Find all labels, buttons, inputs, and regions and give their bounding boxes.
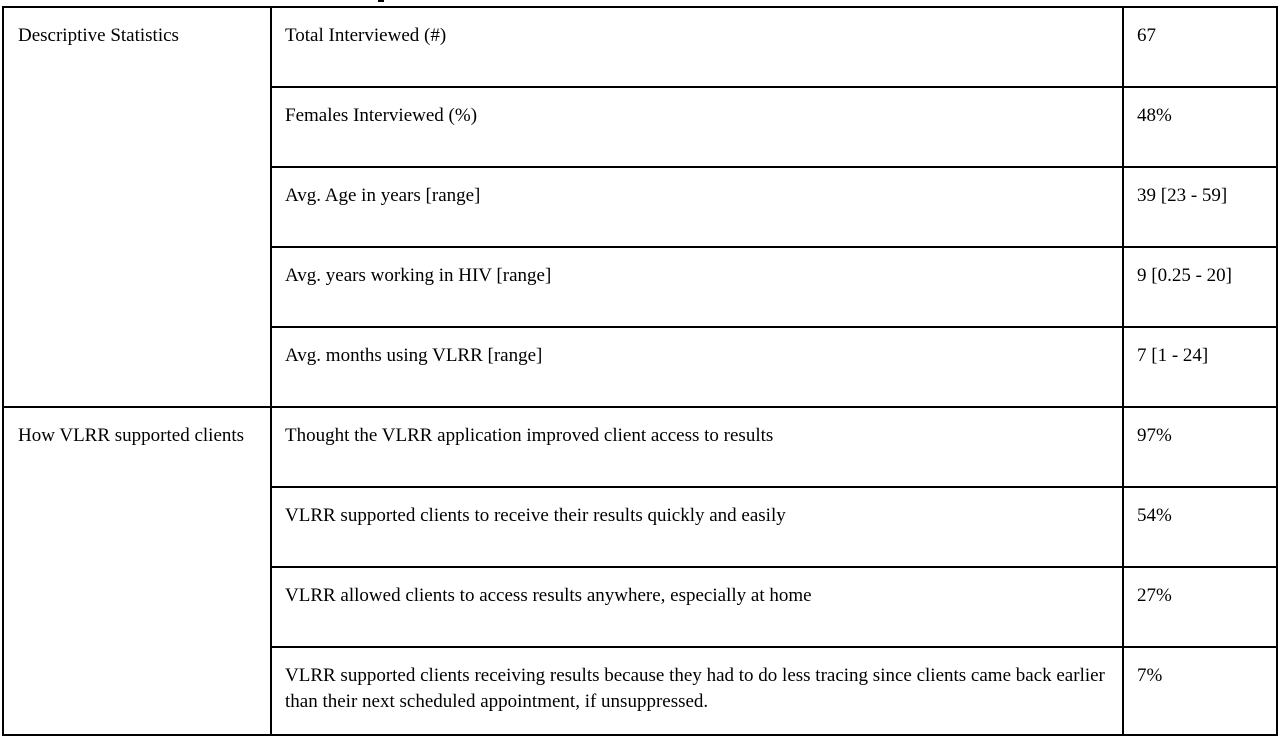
metric-value: 48% — [1137, 105, 1172, 126]
metric-cell — [271, 487, 1123, 567]
category-label: How VLRR supported clients — [18, 425, 245, 446]
table-row — [3, 7, 1277, 87]
value-cell — [1123, 247, 1277, 327]
metric-cell — [271, 327, 1123, 407]
category-label: Descriptive Statistics — [18, 25, 179, 46]
value-cell — [1123, 167, 1277, 247]
metric-label: Thought the VLRR application improved client access to results — [285, 425, 774, 446]
metric-label: Avg. months using VLRR [range] — [285, 345, 543, 366]
metric-cell — [271, 647, 1123, 735]
metric-value: 67 — [1137, 25, 1156, 46]
metric-value: 9 [0.25 - 20] — [1137, 265, 1232, 286]
statistics-table — [2, 6, 1278, 736]
value-cell — [1123, 87, 1277, 167]
metric-label: VLRR supported clients receiving results because they had to do less tracing since clients came back earlier than their next scheduled appointment, if unsuppressed. — [285, 665, 1105, 712]
metric-label: Avg. Age in years [range] — [285, 185, 481, 206]
metric-label: Avg. years working in HIV [range] — [285, 265, 552, 286]
metric-cell — [271, 567, 1123, 647]
metric-cell — [271, 7, 1123, 87]
metric-value: 7 [1 - 24] — [1137, 345, 1209, 366]
metric-value: 97% — [1137, 425, 1172, 446]
metric-value: 39 [23 - 59] — [1137, 185, 1228, 206]
metric-value: 54% — [1137, 505, 1172, 526]
metric-label: VLRR supported clients to receive their results quickly and easily — [285, 505, 786, 526]
metric-label: Total Interviewed (#) — [285, 25, 447, 46]
metric-cell — [271, 87, 1123, 167]
metric-value: 27% — [1137, 585, 1172, 606]
metric-label: VLRR allowed clients to access results anywhere, especially at home — [285, 585, 812, 606]
metric-cell — [271, 247, 1123, 327]
metric-cell — [271, 407, 1123, 487]
table-row — [3, 407, 1277, 487]
value-cell — [1123, 7, 1277, 87]
value-cell — [1123, 407, 1277, 487]
value-cell — [1123, 567, 1277, 647]
metric-cell — [271, 167, 1123, 247]
value-cell — [1123, 647, 1277, 735]
value-cell — [1123, 487, 1277, 567]
category-cell — [3, 7, 271, 407]
top-edge-mark — [378, 0, 384, 2]
metric-label: Females Interviewed (%) — [285, 105, 478, 126]
metric-value: 7% — [1137, 665, 1163, 686]
value-cell — [1123, 327, 1277, 407]
category-cell — [3, 407, 271, 735]
